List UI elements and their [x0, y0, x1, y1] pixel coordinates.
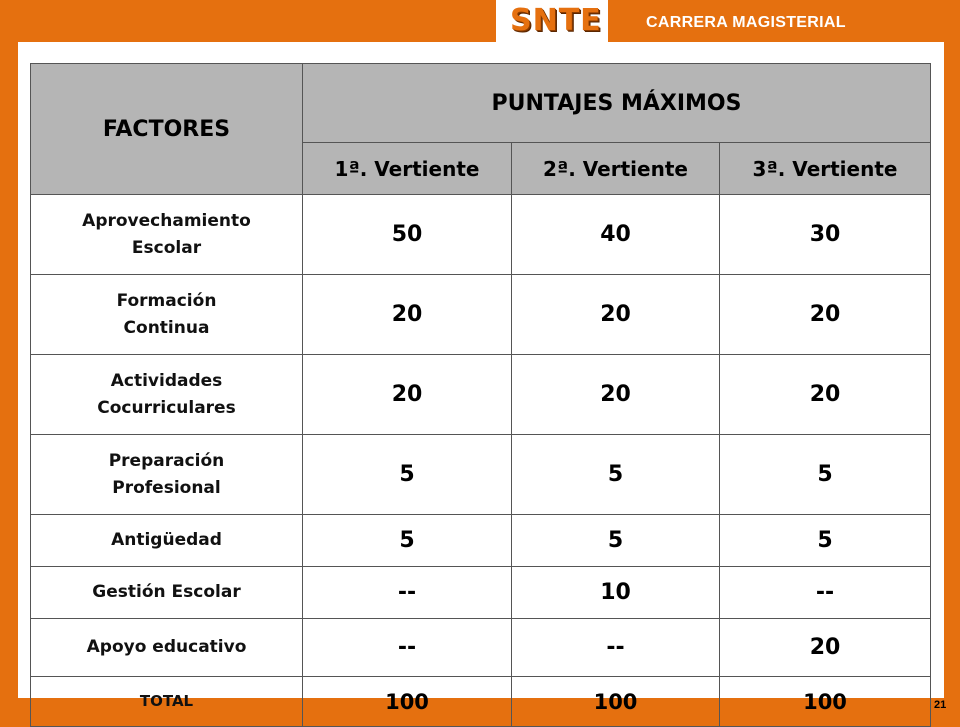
factor-cell: [31, 355, 303, 435]
score-cell: 5: [512, 515, 720, 567]
score-cell: 20: [720, 275, 931, 355]
factor-cell: [31, 275, 303, 355]
table-row: [31, 435, 931, 515]
table-row: [31, 567, 931, 619]
table-row: [31, 619, 931, 677]
factor-label: Escolar: [131, 237, 202, 258]
score-cell: 10: [512, 567, 720, 619]
factors-header: FACTORES: [31, 64, 303, 195]
score-cell: 30: [720, 195, 931, 275]
score-cell: 40: [512, 195, 720, 275]
column-header: 1ª. Vertiente: [303, 143, 512, 195]
score-cell: --: [303, 567, 512, 619]
snte-logo: [496, 0, 608, 44]
table-row: [31, 195, 931, 275]
score-cell: 5: [720, 435, 931, 515]
scores-table: [30, 63, 931, 727]
factor-cell: [31, 435, 303, 515]
logo-text: SNTE: [510, 3, 602, 38]
table-body: [31, 195, 931, 727]
factor-label: Preparación: [108, 450, 225, 471]
score-cell: 100: [720, 677, 931, 727]
factor-label: Formación: [116, 290, 217, 311]
factor-cell: [31, 619, 303, 677]
factor-label: Profesional: [112, 477, 221, 498]
score-cell: --: [512, 619, 720, 677]
score-cell: --: [303, 619, 512, 677]
factor-label: Continua: [123, 317, 210, 338]
table-row: [31, 515, 931, 567]
column-header: 3ª. Vertiente: [720, 143, 931, 195]
factor-label: Gestión Escolar: [92, 582, 241, 602]
max-scores-header: PUNTAJES MÁXIMOS: [303, 64, 931, 143]
factor-label: Apoyo educativo: [86, 637, 247, 657]
factor-cell: [31, 567, 303, 619]
score-cell: 20: [303, 355, 512, 435]
page-number: 21: [934, 699, 947, 711]
factor-cell: [31, 195, 303, 275]
score-cell: 50: [303, 195, 512, 275]
score-cell: 20: [512, 355, 720, 435]
header-title: CARRERA MAGISTERIAL: [646, 14, 846, 31]
factor-cell: [31, 515, 303, 567]
score-cell: 20: [720, 619, 931, 677]
factor-label: Antigüedad: [111, 530, 222, 550]
score-cell: 5: [512, 435, 720, 515]
factor-cell: [31, 677, 303, 727]
column-header: 2ª. Vertiente: [512, 143, 720, 195]
score-cell: 5: [303, 435, 512, 515]
factor-label: TOTAL: [139, 692, 194, 710]
score-cell: --: [720, 567, 931, 619]
factor-label: Aprovechamiento: [82, 210, 251, 231]
score-cell: 5: [720, 515, 931, 567]
factor-label: Cocurriculares: [97, 397, 236, 418]
factor-label: Actividades: [110, 370, 223, 391]
score-cell: 20: [720, 355, 931, 435]
score-cell: 20: [512, 275, 720, 355]
table-row: [31, 677, 931, 727]
table-row: [31, 355, 931, 435]
score-cell: 100: [512, 677, 720, 727]
score-cell: 20: [303, 275, 512, 355]
table-row: [31, 275, 931, 355]
score-cell: 100: [303, 677, 512, 727]
score-cell: 5: [303, 515, 512, 567]
